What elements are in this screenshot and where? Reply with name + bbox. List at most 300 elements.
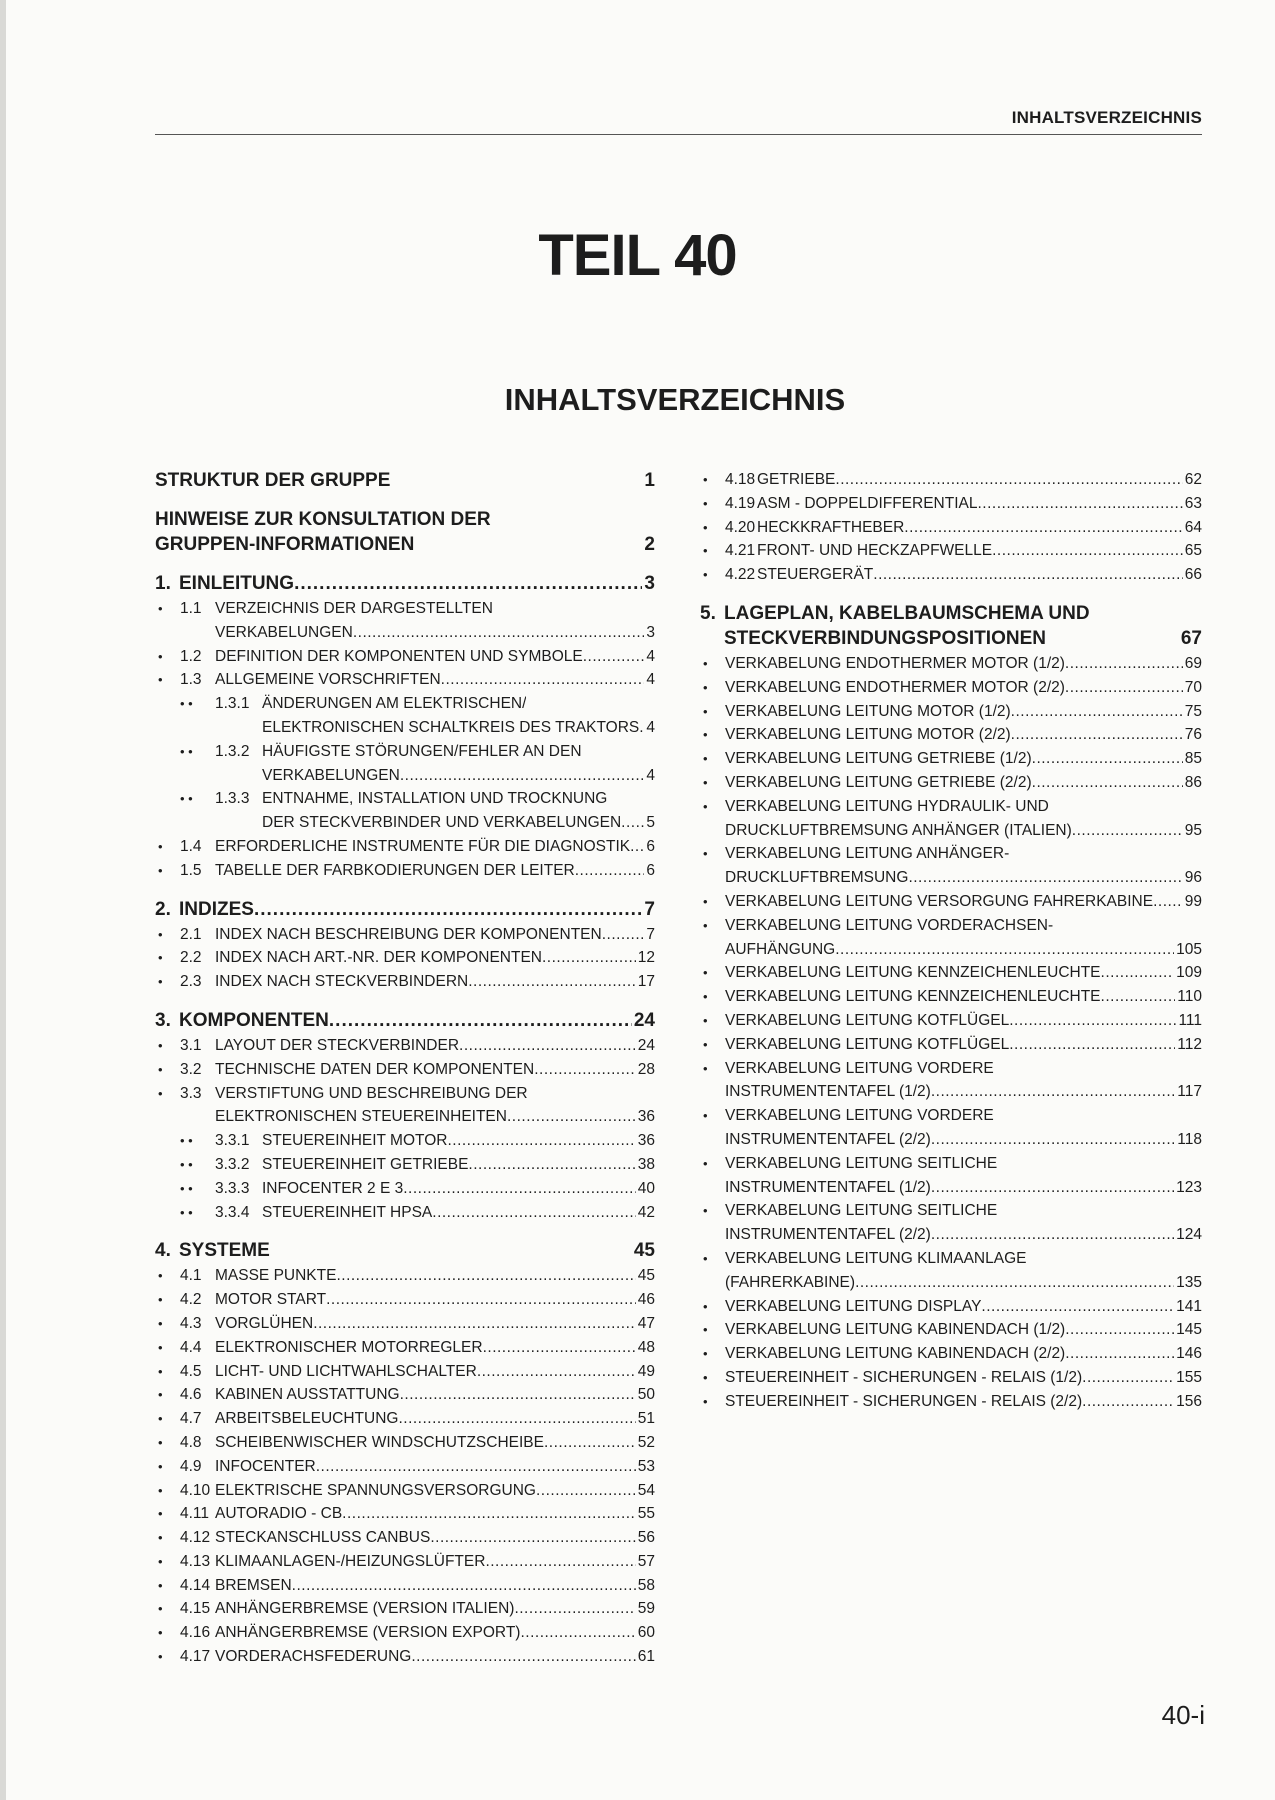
entry-number: 1.2 <box>180 647 202 665</box>
entry-page-number: 75 <box>1184 702 1202 720</box>
entry-number: 4.10 <box>180 1481 211 1499</box>
dot-leader <box>904 516 1182 540</box>
entry-title: INSTRUMENTENTAFEL (2/2) <box>725 1130 931 1148</box>
bullet-icon: • <box>158 1315 163 1331</box>
toc-entry[interactable] <box>155 1058 655 1082</box>
bullet-icon: • <box>158 1339 163 1355</box>
bullet-icon: • <box>703 495 708 511</box>
toc-entry[interactable] <box>700 914 1202 962</box>
spacer <box>1046 626 1179 651</box>
bullet-icon: • <box>158 950 163 966</box>
entry-line <box>155 1597 655 1621</box>
entry-title: ANHÄNGERBREMSE (VERSION EXPORT) <box>215 1624 521 1642</box>
dot-leader <box>536 1479 636 1503</box>
toc-entry[interactable] <box>700 723 1202 747</box>
bullet-icon: • <box>703 727 708 743</box>
entry-line <box>700 938 1202 962</box>
bullet-icon: • <box>158 1530 163 1546</box>
toc-section-heading[interactable] <box>155 571 655 596</box>
entry-line <box>155 811 655 835</box>
entry-page-number: 4 <box>646 718 655 736</box>
toc-entry[interactable] <box>155 1177 655 1201</box>
toc-entry[interactable] <box>700 700 1202 724</box>
entry-line <box>700 652 1202 676</box>
toc-entry[interactable] <box>700 1318 1202 1342</box>
entry-title: STECKANSCHLUSS CANBUS <box>215 1529 431 1547</box>
toc-entry[interactable] <box>155 1621 655 1645</box>
toc-entry[interactable] <box>700 1247 1202 1295</box>
entry-title: VERKABELUNG LEITUNG KABINENDACH (1/2) <box>725 1321 1066 1339</box>
entry-line <box>700 890 1202 914</box>
entry-page-number: 70 <box>1184 678 1202 696</box>
entry-page-number: 7 <box>644 898 655 920</box>
entry-title: LAYOUT DER STECKVERBINDER <box>215 1036 460 1054</box>
entry-line <box>700 961 1202 985</box>
dot-leader <box>873 563 1182 587</box>
toc-section-heading[interactable] <box>155 468 655 493</box>
bullet-icon: • <box>703 917 708 933</box>
toc-entry[interactable] <box>155 946 655 970</box>
entry-title: ELEKTRONISCHER MOTORREGLER <box>215 1338 483 1356</box>
toc-entry[interactable] <box>155 1431 655 1455</box>
entry-title: VERKABELUNG LEITUNG KENNZEICHENLEUCHTE <box>725 988 1101 1006</box>
entry-line <box>700 1390 1202 1414</box>
toc-entry[interactable] <box>155 1526 655 1550</box>
entry-line <box>700 468 1202 492</box>
dot-leader <box>520 1621 635 1645</box>
entry-title: STEUEREINHEIT GETRIEBE <box>262 1155 469 1173</box>
toc-entry[interactable] <box>700 1104 1202 1152</box>
dot-leader <box>1032 771 1183 795</box>
toc-entry[interactable] <box>155 787 655 835</box>
toc-entry[interactable] <box>700 842 1202 890</box>
entry-number: 1. <box>155 573 171 594</box>
dot-leader <box>621 811 644 835</box>
entry-title: VERSTIFTUNG UND BESCHREIBUNG DER <box>215 1084 528 1102</box>
bullet-icon: • <box>703 1298 708 1314</box>
toc-entry[interactable] <box>155 668 655 692</box>
toc-entry[interactable] <box>700 563 1202 587</box>
dot-leader <box>411 1645 635 1669</box>
toc-section-heading[interactable] <box>700 601 1202 651</box>
toc-entry[interactable] <box>155 1153 655 1177</box>
spacer <box>414 532 642 557</box>
bullet-icon: • • <box>180 1133 193 1149</box>
bullet-icon: • <box>158 862 163 878</box>
toc-entry[interactable] <box>700 1057 1202 1105</box>
entry-title: VERKABELUNG LEITUNG VORDERACHSEN- <box>725 916 1054 934</box>
entry-title: INSTRUMENTENTAFEL (2/2) <box>725 1226 931 1244</box>
entry-page-number: 3 <box>644 573 655 594</box>
entry-title: TABELLE DER FARBKODIERUNGEN DER LEITER <box>215 861 575 879</box>
page-number: 40-i <box>1161 1700 1205 1730</box>
entry-page-number: 145 <box>1176 1321 1202 1339</box>
toc-entry[interactable] <box>155 1264 655 1288</box>
entry-number: 1.4 <box>180 837 202 855</box>
entry-page-number: 62 <box>1184 471 1202 488</box>
dot-leader <box>981 1295 1174 1319</box>
dot-leader <box>575 859 645 883</box>
toc-entry[interactable] <box>700 1152 1202 1200</box>
entry-title: STEUEREINHEIT HPSA <box>262 1203 433 1221</box>
toc-entry[interactable] <box>700 771 1202 795</box>
dot-leader <box>1153 890 1183 914</box>
entry-number: 4.14 <box>180 1576 211 1594</box>
entry-title: HECKKRAFTHEBER <box>757 518 905 536</box>
entry-line <box>700 1295 1202 1319</box>
toc-entry[interactable] <box>700 1199 1202 1247</box>
toc-entry[interactable] <box>700 492 1202 516</box>
entry-page-number: 135 <box>1176 1273 1202 1291</box>
entry-line <box>700 866 1202 890</box>
dot-leader <box>1032 747 1183 771</box>
entry-number: 1.3.2 <box>215 742 250 760</box>
toc-entry[interactable] <box>700 890 1202 914</box>
bullet-icon: • <box>703 519 708 535</box>
entry-number: 4. <box>155 1240 171 1262</box>
entry-page-number: 12 <box>637 949 655 967</box>
toc-entry[interactable] <box>700 652 1202 676</box>
toc-entry[interactable] <box>700 468 1202 492</box>
dot-leader <box>316 1455 636 1479</box>
toc-entry[interactable] <box>155 1360 655 1384</box>
toc-title: INHALTSVERZEICHNIS <box>504 382 846 417</box>
entry-title: VERKABELUNG LEITUNG VORDERE <box>725 1059 994 1077</box>
entry-line <box>155 507 655 532</box>
entry-line <box>700 1033 1202 1057</box>
toc-entry[interactable] <box>155 1129 655 1153</box>
entry-number: 1.3.1 <box>215 695 250 713</box>
entry-line <box>700 516 1202 540</box>
entry-line <box>700 842 1202 866</box>
entry-page-number: 49 <box>637 1362 655 1380</box>
dot-leader <box>400 1383 636 1407</box>
bullet-icon: • <box>158 1085 163 1101</box>
dot-leader <box>1082 1366 1174 1390</box>
entry-line <box>700 1009 1202 1033</box>
bullet-icon: • <box>158 1506 163 1522</box>
entry-title: ELEKTRISCHE SPANNUNGSVERSORGUNG <box>215 1481 536 1499</box>
bullet-icon: • <box>703 1012 708 1028</box>
entry-number: 3.2 <box>180 1060 202 1078</box>
toc-entry[interactable] <box>155 1336 655 1360</box>
toc-entry[interactable] <box>700 961 1202 985</box>
entry-page-number: 76 <box>1184 726 1202 744</box>
toc-entry[interactable] <box>700 1366 1202 1390</box>
toc-entry[interactable] <box>700 539 1202 563</box>
entry-line <box>700 985 1202 1009</box>
entry-page-number: 6 <box>646 837 655 855</box>
dot-leader <box>1009 1033 1175 1057</box>
entry-number: 2.1 <box>180 925 202 943</box>
entry-number: 4.6 <box>180 1386 202 1404</box>
entry-line <box>155 1360 655 1384</box>
bullet-icon: • <box>158 974 163 990</box>
entry-page-number: 60 <box>637 1624 655 1642</box>
dot-leader <box>931 1080 1175 1104</box>
dot-leader <box>931 1223 1174 1247</box>
toc-entry[interactable] <box>700 985 1202 1009</box>
toc-section-heading[interactable] <box>155 1008 655 1033</box>
entry-page-number: 124 <box>1176 1226 1202 1244</box>
toc-entry[interactable] <box>155 1407 655 1431</box>
entry-line <box>700 1176 1202 1200</box>
toc-entry[interactable] <box>155 1574 655 1598</box>
toc-entry[interactable] <box>155 859 655 883</box>
entry-line <box>155 1105 655 1129</box>
toc-entry[interactable] <box>155 835 655 859</box>
entry-page-number: 38 <box>637 1155 655 1173</box>
dot-leader <box>447 1129 635 1153</box>
toc-entry[interactable] <box>700 1390 1202 1414</box>
toc-entry[interactable] <box>700 516 1202 540</box>
toc-entry[interactable] <box>700 676 1202 700</box>
entry-line <box>155 1264 655 1288</box>
toc-entry[interactable] <box>155 1312 655 1336</box>
toc-entry[interactable] <box>155 597 655 645</box>
bullet-icon: • • <box>180 696 193 712</box>
entry-page-number: 47 <box>637 1314 655 1332</box>
entry-number: 4.5 <box>180 1362 202 1380</box>
entry-line <box>700 1366 1202 1390</box>
entry-line <box>700 795 1202 819</box>
dot-leader <box>326 1288 636 1312</box>
entry-line <box>155 1455 655 1479</box>
entry-page-number: 111 <box>1178 1011 1202 1029</box>
entry-page-number: 56 <box>637 1529 655 1547</box>
toc-entry[interactable] <box>700 1295 1202 1319</box>
toc-entry[interactable] <box>155 1383 655 1407</box>
toc-entry[interactable] <box>155 1455 655 1479</box>
dot-leader <box>1065 652 1183 676</box>
entry-page-number: 117 <box>1177 1083 1202 1101</box>
entry-number: 1.3.3 <box>215 790 250 808</box>
entry-line <box>155 1502 655 1526</box>
entry-line <box>700 771 1202 795</box>
entry-page-number: 95 <box>1184 821 1202 839</box>
entry-page-number: 63 <box>1184 494 1202 512</box>
entry-title: ÄNDERUNGEN AM ELEKTRISCHEN/ <box>262 695 527 713</box>
entry-line <box>155 859 655 883</box>
toc-entry[interactable] <box>155 1645 655 1669</box>
entry-page-number: 51 <box>637 1410 655 1428</box>
dot-leader <box>483 1336 636 1360</box>
entry-title: VERKABELUNG LEITUNG MOTOR (1/2) <box>725 702 1011 720</box>
entry-title: VERKABELUNG LEITUNG VORDERE <box>725 1107 994 1125</box>
bullet-icon: • <box>158 1482 163 1498</box>
toc-entry[interactable] <box>155 645 655 669</box>
entry-title: ALLGEMEINE VORSCHRIFTEN <box>215 671 441 689</box>
bullet-icon: • <box>703 1250 708 1266</box>
dot-leader <box>441 668 645 692</box>
entry-page-number: 64 <box>1184 518 1202 536</box>
entry-line <box>700 1128 1202 1152</box>
dot-leader <box>1011 700 1183 724</box>
entry-title: STEUEREINHEIT - SICHERUNGEN - RELAIS (2/2) <box>725 1392 1083 1410</box>
dot-leader <box>534 1058 636 1082</box>
entry-title: INFOCENTER 2 E 3 <box>262 1179 404 1197</box>
bullet-icon: • <box>158 1268 163 1284</box>
entry-number: 4.8 <box>180 1433 202 1451</box>
entry-number: 4.17 <box>180 1648 211 1666</box>
entry-page-number: 53 <box>637 1457 655 1475</box>
entry-line <box>700 1152 1202 1176</box>
entry-title: INDEX NACH ART.-NR. DER KOMPONENTEN <box>215 949 542 967</box>
toc-entry[interactable] <box>155 1082 655 1130</box>
entry-page-number: 155 <box>1176 1368 1202 1386</box>
entry-title: VERKABELUNG LEITUNG KOTFLÜGEL <box>725 1011 1010 1029</box>
entry-line <box>155 597 655 621</box>
entry-line <box>155 1383 655 1407</box>
dot-leader <box>313 1312 636 1336</box>
toc-entry[interactable] <box>155 1201 655 1225</box>
entry-line <box>700 914 1202 938</box>
entry-title: INSTRUMENTENTAFEL (1/2) <box>725 1178 931 1196</box>
entry-page-number: 54 <box>637 1481 655 1499</box>
toc-entry[interactable] <box>700 1009 1202 1033</box>
dot-leader <box>336 1264 635 1288</box>
entry-number: 4.12 <box>180 1529 211 1547</box>
toc-entry[interactable] <box>155 1550 655 1574</box>
entry-page-number: 141 <box>1176 1297 1202 1315</box>
dot-leader <box>835 468 1182 492</box>
part-title: TEIL 40 <box>538 223 737 288</box>
entry-title: KABINEN AUSSTATTUNG <box>215 1386 400 1404</box>
entry-line <box>155 1288 655 1312</box>
toc-section-heading[interactable] <box>155 507 655 557</box>
entry-page-number: 58 <box>637 1576 655 1594</box>
entry-number: 2.2 <box>180 949 202 967</box>
dot-leader <box>1065 676 1183 700</box>
entry-page-number: 42 <box>637 1203 655 1221</box>
entry-line <box>700 1318 1202 1342</box>
toc-entry[interactable] <box>155 1288 655 1312</box>
bullet-icon: • <box>158 1387 163 1403</box>
entry-page-number: 45 <box>633 1240 655 1262</box>
toc-entry[interactable] <box>700 795 1202 843</box>
entry-page-number: 50 <box>637 1386 655 1404</box>
entry-line <box>155 1645 655 1669</box>
entry-title: VERKABELUNGEN <box>215 623 353 641</box>
toc-section-heading[interactable] <box>155 897 655 922</box>
entry-line <box>155 1526 655 1550</box>
bullet-icon: • <box>703 751 708 767</box>
bullet-icon: • <box>158 1061 163 1077</box>
bullet-icon: • <box>703 655 708 671</box>
entry-line <box>700 676 1202 700</box>
entry-title: HÄUFIGSTE STÖRUNGEN/FEHLER AN DEN <box>262 742 582 760</box>
entry-line <box>155 1312 655 1336</box>
entry-title: VERKABELUNG LEITUNG SEITLICHE <box>725 1154 998 1172</box>
entry-title: VERKABELUNG LEITUNG KABINENDACH (2/2) <box>725 1345 1066 1363</box>
toc-entry[interactable] <box>155 970 655 994</box>
toc-entry[interactable] <box>155 692 655 740</box>
bullet-icon: • <box>703 1346 708 1362</box>
dot-leader <box>855 1271 1174 1295</box>
entry-title: INDEX NACH STECKVERBINDERN <box>215 973 469 991</box>
bullet-icon: • <box>158 1458 163 1474</box>
toc-entry[interactable] <box>155 740 655 788</box>
dot-leader <box>507 1105 636 1129</box>
bullet-icon: • <box>703 774 708 790</box>
dot-leader <box>977 492 1182 516</box>
entry-title: VERKABELUNG LEITUNG KLIMAANLAGE <box>725 1249 1027 1267</box>
dot-leader <box>292 1574 636 1598</box>
dot-leader <box>468 1153 635 1177</box>
bullet-icon: • • <box>180 1156 193 1172</box>
entry-page-number: 28 <box>637 1060 655 1078</box>
entry-title: DEFINITION DER KOMPONENTEN UND SYMBOLE <box>215 647 583 665</box>
entry-line <box>155 1574 655 1598</box>
dot-leader <box>1072 819 1183 843</box>
entry-line <box>155 668 655 692</box>
dot-leader <box>908 866 1182 890</box>
entry-number: 4.15 <box>180 1600 211 1618</box>
entry-title: VERKABELUNG ENDOTHERMER MOTOR (1/2) <box>725 654 1065 672</box>
dot-leader <box>329 1008 632 1033</box>
entry-page-number: 156 <box>1176 1392 1202 1410</box>
header-rule <box>155 134 1202 135</box>
bullet-icon: • <box>703 846 708 862</box>
entry-title: VERKABELUNG ENDOTHERMER MOTOR (2/2) <box>725 678 1065 696</box>
entry-line <box>155 970 655 994</box>
bullet-icon: • <box>703 989 708 1005</box>
entry-line <box>155 716 655 740</box>
entry-title: TECHNISCHE DATEN DER KOMPONENTEN <box>215 1060 535 1078</box>
dot-leader <box>254 897 642 922</box>
dot-leader <box>835 938 1174 962</box>
toc-entry[interactable] <box>155 923 655 947</box>
entry-title: VERKABELUNGEN <box>262 766 400 784</box>
toc-entry[interactable] <box>155 1479 655 1503</box>
entry-title: VORGLÜHEN <box>215 1314 314 1332</box>
toc-entry[interactable] <box>700 1033 1202 1057</box>
entry-page-number: 6 <box>646 861 655 879</box>
entry-number: 1.5 <box>180 861 202 879</box>
dot-leader <box>1065 1318 1174 1342</box>
entry-line <box>700 626 1202 651</box>
bullet-icon: • <box>703 1369 708 1385</box>
toc-entry[interactable] <box>155 1502 655 1526</box>
dot-leader <box>353 621 645 645</box>
entry-page-number: 45 <box>637 1267 655 1285</box>
bullet-icon: • • <box>180 1204 193 1220</box>
entry-page-number: 85 <box>1184 750 1202 768</box>
dot-leader <box>432 1201 635 1225</box>
entry-page-number: 48 <box>637 1338 655 1356</box>
bullet-icon: • <box>158 1292 163 1308</box>
entry-number: 4.7 <box>180 1410 202 1428</box>
toc-entry[interactable] <box>155 1597 655 1621</box>
entry-line <box>155 621 655 645</box>
toc-entry[interactable] <box>700 747 1202 771</box>
entry-line <box>700 747 1202 771</box>
toc-entry[interactable] <box>155 1034 655 1058</box>
bullet-icon: • <box>703 893 708 909</box>
dot-leader <box>1011 723 1183 747</box>
bullet-icon: • <box>158 1363 163 1379</box>
bullet-icon: • <box>158 672 163 688</box>
entry-title: DER STECKVERBINDER UND VERKABELUNGEN <box>262 814 622 832</box>
bullet-icon: • <box>703 1155 708 1171</box>
entry-line <box>700 1223 1202 1247</box>
toc-entry[interactable] <box>700 1342 1202 1366</box>
toc-section-heading[interactable] <box>155 1238 655 1263</box>
entry-title: STEUEREINHEIT - SICHERUNGEN - RELAIS (1/2) <box>725 1368 1083 1386</box>
entry-title: VERKABELUNG LEITUNG KOTFLÜGEL <box>725 1035 1010 1053</box>
entry-number: 4.4 <box>180 1338 202 1356</box>
entry-line <box>155 1407 655 1431</box>
